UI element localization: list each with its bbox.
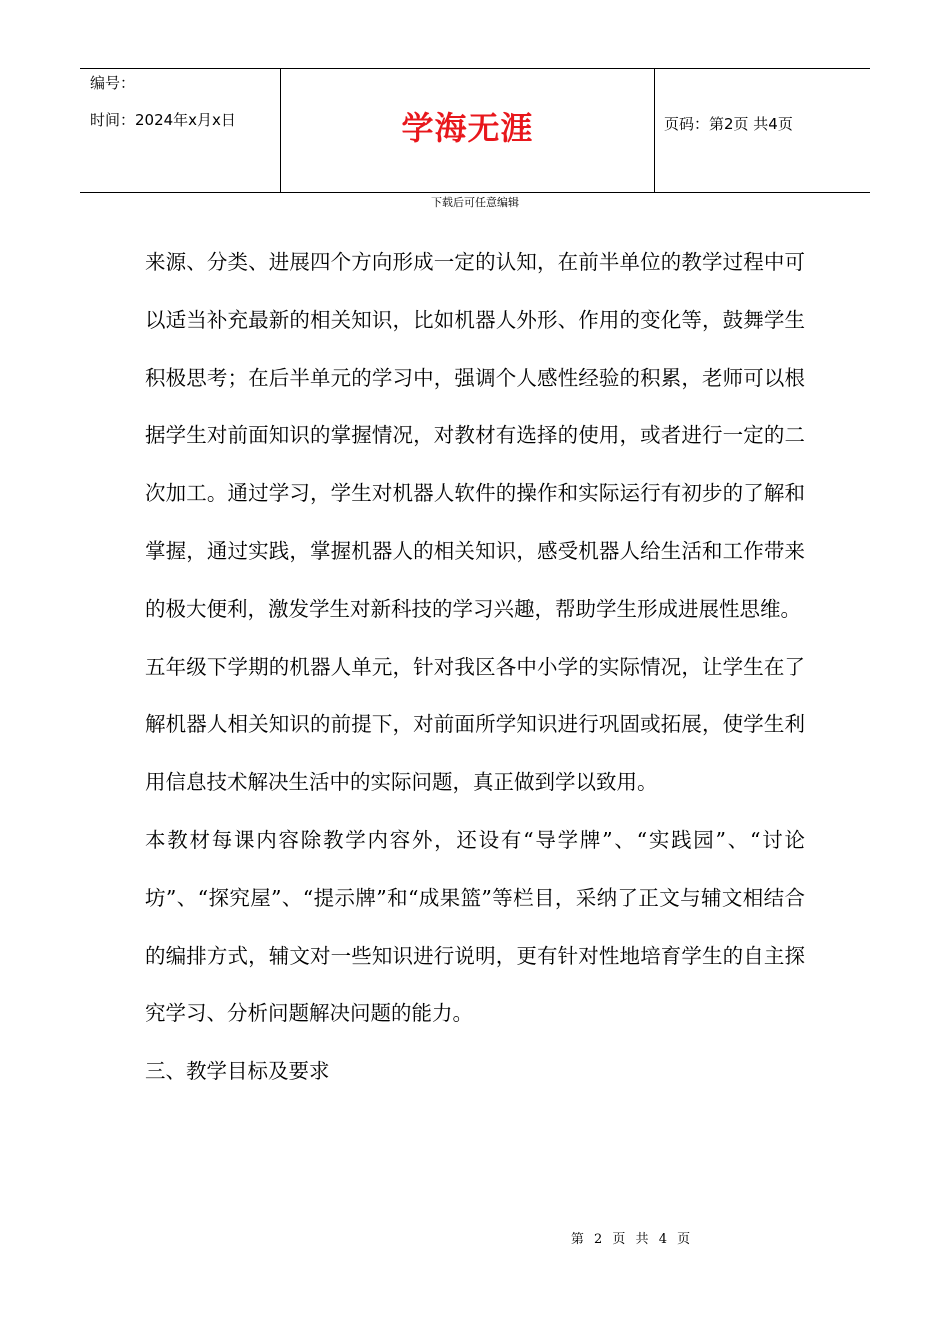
body-paragraph: 本教材每课内容除教学内容外，还设有“导学牌”、“实践园”、“讨论坊”、“探究屋”、“提示牌”和“成果篮”等栏目，采纳了正文与辅文相结合的编排方式，辅文对一些知识进行说明，更有针对性地培育学生的自主探究学习、分析问题解决问题的能力。: [145, 827, 805, 1026]
header-title: 学海无涯: [401, 109, 534, 147]
header-divider: [654, 69, 655, 193]
body-paragraph: 来源、分类、进展四个方向形成一定的认知，在前半单位的教学过程中可以适当补充最新的相关知识，比如机器人外形、作用的变化等，鼓舞学生积极思考；在后半单元的学习中，强调个人感性经验的积累，老师可以根据学生对前面知识的掌握情况，对教材有选择的使用，或者进行一定的二次加工。通过学习，学生对机器人软件的操作和实际运行有初步的了解和掌握，通过实践，掌握机器人的相关知识，感受机器人给生活和工作带来的极大便利，激发学生对新科技的学习兴趣，帮助学生形成进展性思维。: [145, 250, 805, 621]
document-number-label: 编号：: [90, 74, 136, 92]
header-table: [80, 68, 870, 193]
body-paragraph: 五年级下学期的机器人单元，针对我区各中小学的实际情况，让学生在了解机器人相关知识的前提下，对前面所学知识进行巩固或拓展，使学生利用信息技术解决生活中的实际问题，真正做到学以致用。: [145, 654, 805, 795]
document-body: [145, 234, 805, 1101]
document-date-label: 时间：2024年x月x日: [90, 111, 236, 129]
editable-note: 下载后可任意编辑: [431, 196, 519, 209]
header-page-number: 页码：第2页 共4页: [664, 115, 793, 133]
section-heading: 三、教学目标及要求: [145, 1059, 330, 1084]
page-footer: 第 2 页 共 4 页: [570, 1232, 694, 1247]
